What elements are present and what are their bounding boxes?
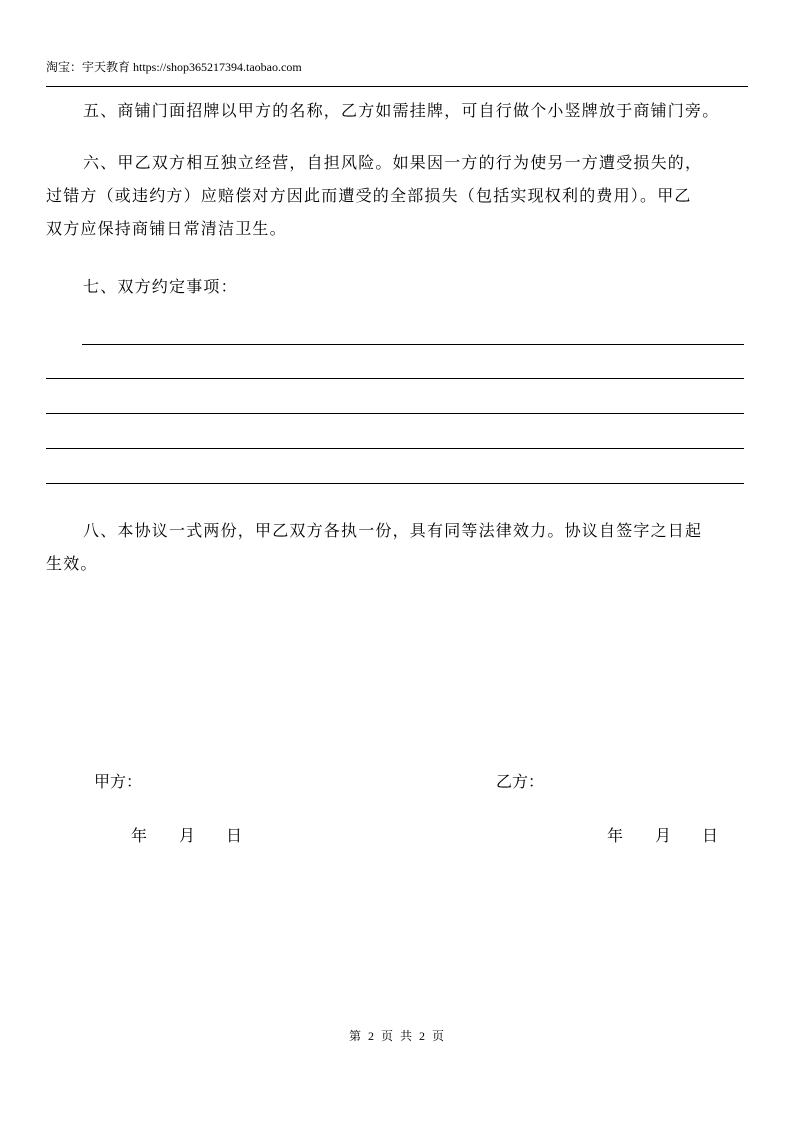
clause-8 (46, 514, 750, 580)
party-b-date-month: 月 (655, 826, 672, 845)
clause-8-line-2: 生效。 (46, 554, 98, 573)
blank-fill-line[interactable] (46, 483, 744, 484)
party-a-date-day: 日 (226, 826, 243, 845)
page-footer: 第 2 页 共 2 页 (348, 1029, 444, 1043)
blank-fill-line[interactable] (46, 378, 744, 379)
party-a-label: 甲方： (94, 772, 143, 791)
clause-7 (46, 270, 750, 303)
blank-fill-line[interactable] (46, 448, 744, 449)
page-header: 淘宝：宇天教育 https://shop365217394.taobao.com (46, 60, 302, 74)
clause-6-line-3: 双方应保持商铺日常清洁卫生。 (46, 219, 287, 238)
party-b-date-year: 年 (607, 826, 624, 845)
clause-6 (46, 146, 750, 245)
clause-5 (46, 94, 750, 127)
party-b-date-day: 日 (702, 826, 719, 845)
clause-8-line-1: 八、本协议一式两份，甲乙双方各执一份，具有同等法律效力。协议自签字之日起 (83, 521, 703, 540)
header-divider (46, 86, 748, 87)
clause-5-line-1: 五、商铺门面招牌以甲方的名称，乙方如需挂牌，可自行做个小竖牌放于商铺门旁。 (83, 101, 720, 120)
clause-7-heading: 七、双方约定事项： (83, 277, 238, 296)
party-a-date-year: 年 (131, 826, 148, 845)
party-b-label: 乙方： (496, 772, 545, 791)
party-a-date-month: 月 (179, 826, 196, 845)
clause-6-line-1: 六、甲乙双方相互独立经营，自担风险。如果因一方的行为使另一方遭受损失的， (83, 153, 703, 172)
blank-fill-line[interactable] (46, 413, 744, 414)
clause-6-line-2: 过错方（或违约方）应赔偿对方因此而遭受的全部损失（包括实现权利的费用）。甲乙 (46, 186, 692, 205)
blank-fill-line[interactable] (82, 344, 744, 345)
